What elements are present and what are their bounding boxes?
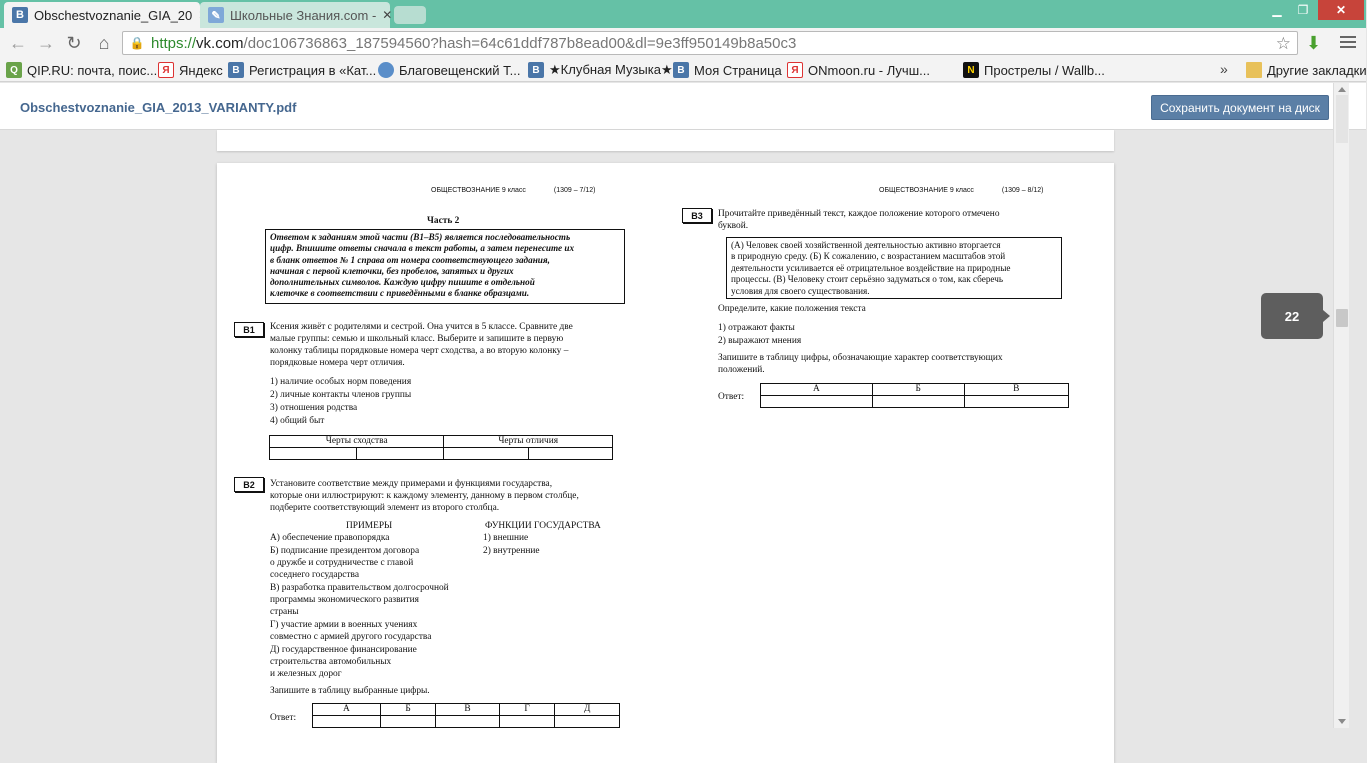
bookmark-item[interactable] — [528, 61, 673, 79]
bookmark-star-icon[interactable]: ☆ — [1275, 34, 1291, 53]
table-header: А — [313, 704, 381, 716]
b1-text-line: колонку таблицы порядковые номера черт сходства, а во вторую колонку – — [270, 346, 569, 356]
task-label-b3: В3 — [682, 208, 712, 223]
yandex-icon: Я — [158, 62, 174, 78]
notice-line: Ответом к заданиям этой части (В1–В5) является последовательность — [270, 232, 571, 242]
b2-text-line: которые они иллюстрируют: к каждому элементу, данному в первом столбце, — [270, 491, 579, 501]
page-header-left — [431, 187, 596, 194]
b2-example: строительства автомобильных — [270, 657, 392, 667]
tab-title: Obschestvoznanie_GIA_20 — [34, 7, 193, 23]
b3-box-line: условия для своего существования. — [731, 285, 870, 296]
page-header-right — [879, 187, 1044, 194]
bookmark-item[interactable] — [378, 61, 521, 79]
answer-cell — [872, 396, 964, 408]
other-bookmarks-folder[interactable] — [1246, 61, 1367, 79]
header-code: (1309 – 8/12) — [1001, 187, 1044, 194]
bookmarks-overflow-button[interactable]: » — [1220, 61, 1228, 77]
answer-cell — [357, 448, 444, 460]
document-filename: Obschestvoznanie_GIA_2013_VARIANTY.pdf — [20, 100, 297, 115]
scroll-up-arrow-icon[interactable] — [1338, 87, 1346, 92]
new-tab-button[interactable] — [394, 6, 426, 24]
url-path: /doc106736863_187594560?hash=64c61ddf787b8ead00&dl=9e3ff950149b8a50c3 — [243, 34, 797, 52]
close-icon[interactable]: ✕ — [382, 8, 393, 22]
answer-cell — [270, 448, 357, 460]
scroll-down-arrow-icon[interactable] — [1338, 719, 1346, 724]
table-header: Г — [499, 704, 555, 716]
scroll-track — [1336, 95, 1348, 143]
b2-example: о дружбе и сотрудничестве с главой — [270, 558, 414, 568]
save-to-disk-button[interactable]: Сохранить документ на диск — [1151, 95, 1329, 120]
answer-cell — [964, 396, 1068, 408]
b3-instruction-line: Запишите в таблицу цифры, обозначающие характер соответствующих — [718, 353, 1003, 363]
instructions-notice — [265, 229, 625, 304]
back-arrow-icon[interactable]: ← — [9, 32, 27, 53]
answer-cell — [528, 448, 612, 460]
tab-active[interactable] — [4, 2, 200, 28]
url-scheme: https:// — [151, 34, 197, 52]
tab-title: Школьные Знания.com - — [230, 7, 377, 23]
b2-function: 1) внешние — [483, 533, 529, 543]
b2-function: 2) внутренние — [483, 546, 540, 556]
b2-instruction: Запишите в таблицу выбранные цифры. — [270, 686, 430, 696]
page-number-indicator: 22 — [1261, 293, 1323, 339]
doc-viewer-header — [0, 83, 1366, 130]
table-header: А — [761, 384, 873, 396]
task-label-b1: В1 — [234, 322, 264, 337]
table-header: Д — [555, 704, 620, 716]
other-bookmarks-label: Другие закладки — [1267, 62, 1367, 78]
b2-example: Б) подписание президентом договора — [270, 546, 420, 556]
table-header: В — [436, 704, 499, 716]
b2-text-line: Установите соответствие между примерами и функциями государства, — [270, 479, 553, 489]
part-title: Часть 2 — [427, 216, 460, 226]
answer-cell — [313, 716, 381, 728]
b2-example: А) обеспечение правопорядка — [270, 533, 390, 543]
folder-icon — [1246, 62, 1262, 78]
tab-inactive[interactable] — [200, 2, 393, 28]
b2-col1-title: ПРИМЕРЫ — [346, 521, 393, 531]
b2-col2-title: ФУНКЦИИ ГОСУДАРСТВА — [485, 521, 601, 531]
table-header: Б — [380, 704, 436, 716]
answer-cell — [761, 396, 873, 408]
b3-option: 2) выражают мнения — [718, 336, 802, 346]
address-bar[interactable] — [122, 31, 1298, 55]
b3-text-line: Прочитайте приведённый текст, каждое положение которого отмечено — [718, 209, 1000, 219]
b3-text-line: буквой. — [718, 221, 749, 231]
maximize-icon[interactable]: ❐ — [1297, 3, 1309, 17]
bookmark-label: Прострелы / Wallb... — [984, 62, 1105, 78]
b1-text-line: малые группы: семью и школьный класс. Выберите и запишите в первую — [270, 334, 564, 344]
bookmark-item[interactable] — [228, 61, 376, 79]
b2-example: В) разработка правительством долгосрочной — [270, 583, 449, 593]
window-close-icon[interactable]: ✕ — [1318, 0, 1364, 20]
bookmark-label: Благовещенский Т... — [399, 62, 521, 78]
b3-quoted-text — [726, 237, 1062, 299]
b3-box-line: процессы. (В) Человеку стоит серьёзно задуматься о том, как сберечь — [731, 274, 1004, 285]
vk-icon: B — [673, 62, 689, 78]
b1-option: 4) общий быт — [270, 416, 325, 426]
vk-icon: B — [528, 62, 544, 78]
n-icon: N — [963, 62, 979, 78]
b2-example: и железных дорог — [270, 669, 342, 679]
download-extension-icon[interactable]: ⬇ — [1306, 33, 1322, 53]
bookmark-item[interactable] — [787, 61, 930, 79]
notice-line: цифр. Впишите ответы сначала в текст работы, а затем перенесите их — [270, 243, 575, 254]
qip-icon: Q — [6, 62, 22, 78]
bookmark-label: Яндекс — [179, 62, 223, 78]
url-host: vk.com — [196, 34, 244, 52]
header-code: (1309 – 7/12) — [553, 187, 596, 194]
b2-example: совместно с армией другого государства — [270, 632, 432, 642]
previous-page — [217, 130, 1114, 151]
bookmark-label: QIP.RU: почта, поис... — [27, 62, 158, 78]
b2-example: страны — [270, 607, 299, 617]
b1-option: 2) личные контакты членов группы — [270, 390, 412, 400]
bookmark-item[interactable] — [673, 61, 782, 79]
yandex-icon: Я — [787, 62, 803, 78]
menu-icon[interactable] — [1340, 34, 1356, 50]
document-page — [217, 163, 1114, 763]
bookmark-label: Регистрация в «Кат... — [249, 62, 377, 78]
b3-box-line: в природную среду. (Б) К сожалению, с возрастанием масштабов этой — [731, 251, 1006, 262]
b3-answer-table — [760, 383, 1069, 408]
answer-cell — [555, 716, 620, 728]
vk-icon: B — [12, 7, 28, 23]
b2-answer-table — [312, 703, 620, 728]
table-header: В — [964, 384, 1068, 396]
b3-box-line: деятельности усиливается её отрицательное воздействие на природные — [731, 262, 1011, 273]
znania-icon: ✎ — [208, 7, 224, 23]
header-subject: ОБЩЕСТВОЗНАНИЕ 9 класс — [879, 187, 974, 194]
b3-option: 1) отражают факты — [718, 323, 795, 333]
answer-cell — [444, 448, 528, 460]
scroll-thumb[interactable] — [1336, 309, 1348, 327]
b1-answer-table — [269, 435, 613, 460]
task-label-b2: В2 — [234, 477, 264, 492]
b3-box-line: (А) Человек своей хозяйственной деятельностью активно вторгается — [731, 240, 1001, 250]
header-subject: ОБЩЕСТВОЗНАНИЕ 9 класс — [431, 187, 526, 194]
b1-option: 3) отношения родства — [270, 403, 358, 413]
forward-arrow-icon[interactable]: → — [37, 32, 55, 53]
vk-icon: B — [228, 62, 244, 78]
answer-cell — [380, 716, 436, 728]
table-header: Черты сходства — [270, 436, 444, 448]
page-indicator-arrow — [1323, 310, 1330, 322]
b1-text-line: Ксения живёт с родителями и сестрой. Она учится в 5 классе. Сравните две — [270, 322, 573, 332]
notice-line: дополнительных символов. Каждую цифру пишите в отдельной — [270, 277, 535, 288]
b3-instruction-line: положений. — [718, 365, 765, 375]
minimize-icon[interactable]: ▁ — [1272, 3, 1282, 17]
globe-icon — [378, 62, 394, 78]
b2-example: программы экономического развития — [270, 595, 419, 605]
b2-example: соседнего государства — [270, 570, 359, 580]
bookmark-label: ★Клубная Музыка★ — [549, 62, 673, 77]
notice-line: начиная с первой клеточки, без пробелов, запятых и других — [270, 265, 514, 276]
b2-example: Г) участие армии в военных учениях — [270, 620, 418, 630]
tab-strip — [0, 0, 1366, 28]
b3-question: Определите, какие положения текста — [718, 304, 866, 314]
vertical-scrollbar[interactable] — [1333, 83, 1349, 728]
notice-line: в бланк ответов № 1 справа от номера соответствующего задания, — [270, 254, 550, 265]
bookmark-label: ONmoon.ru - Лучш... — [808, 62, 930, 78]
table-header: Черты отличия — [444, 436, 613, 448]
table-header: Б — [872, 384, 964, 396]
doc-viewer-area[interactable] — [0, 130, 1333, 728]
answer-cell — [436, 716, 499, 728]
notice-line: клеточке в соответствии с приведёнными в бланке образцами. — [270, 288, 530, 299]
b3-answer-label: Ответ: — [718, 392, 745, 402]
bookmark-item[interactable] — [158, 61, 223, 79]
bookmark-label: Моя Страница — [694, 62, 782, 78]
b2-example: Д) государственное финансирование — [270, 645, 417, 655]
answer-cell — [499, 716, 555, 728]
b2-text-line: подберите соответствующий элемент из второго столбца. — [270, 503, 500, 513]
browser-toolbar — [0, 28, 1366, 58]
lock-icon: 🔒 — [129, 36, 145, 50]
b1-option: 1) наличие особых норм поведения — [270, 377, 412, 387]
reload-icon[interactable]: ↻ — [66, 32, 82, 53]
home-icon[interactable]: ⌂ — [98, 32, 110, 53]
b2-answer-label: Ответ: — [270, 713, 297, 723]
bookmark-item[interactable] — [6, 61, 157, 79]
b1-text-line: порядковые номера черт отличия. — [270, 358, 405, 368]
bookmarks-bar — [0, 58, 1366, 82]
bookmark-item[interactable] — [963, 61, 1105, 79]
